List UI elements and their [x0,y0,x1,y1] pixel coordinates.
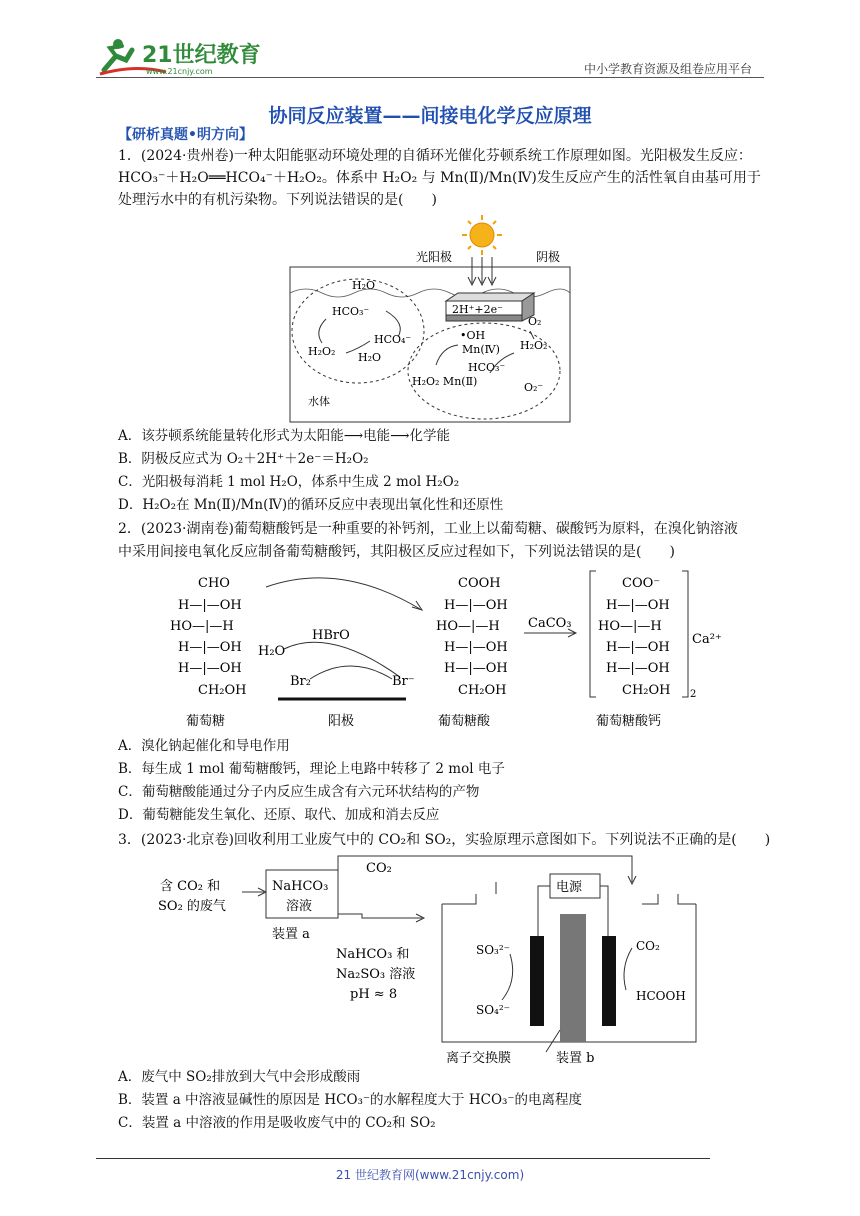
header-divider [96,77,764,78]
hcooh-label: HCOOH [636,989,686,1003]
light-arrows [468,257,496,285]
svg-text:H—|—OH: H—|—OH [444,640,508,655]
q2-option-a: A．溴化钠起催化和导电作用 [118,738,290,754]
cathode-plate [602,936,616,1026]
photoanode-label: 光阳极 [416,250,453,264]
svg-text:CH₂OH: CH₂OH [458,683,507,698]
ca-label: Ca²⁺ [692,632,722,647]
glucose-row2: HO—|—H [170,619,234,634]
box-line2: 溶液 [286,899,313,914]
ion-membrane [560,914,586,1042]
hco3-left: HCO₃⁻ [332,305,370,318]
solution-line1: NaHCO₃ 和 [336,947,410,962]
acid-top: COOH [458,576,501,591]
box-line1: NaHCO₃ [272,879,329,894]
h2o-label: H₂O [258,644,286,659]
q1-option-c: C．光阳极每消耗 1 mol H₂O，体系中生成 2 mol H₂O₂ [118,474,460,490]
site-logo [96,34,266,78]
so4-label: SO₄²⁻ [476,1003,511,1017]
q2-figure [160,567,740,737]
glucose-bottom: CH₂OH [198,683,247,698]
gas-line1: 含 CO₂ 和 [160,879,221,894]
water-label: 水体 [308,395,330,408]
section-label: 【研析真题•明方向】 [118,127,253,143]
caco3-label: CaCO₃ [528,616,572,631]
device-b-label: 装置 b [556,1051,595,1064]
q2-option-d: D．葡萄糖能发生氧化、还原、取代、加成和消去反应 [118,807,440,823]
o2-minus: O₂⁻ [524,381,544,394]
cathode-label: 阴极 [536,250,561,264]
svg-text:H—|—OH: H—|—OH [444,661,508,676]
oh-label: •OH [460,329,486,342]
q2-line1: 2．(2023·湖南卷)葡萄糖酸钙是一种重要的补钙剂，工业上以葡萄糖、碳酸钙为原料，在溴化钠溶液 [118,521,738,537]
label-acid: 葡萄糖酸 [438,714,491,729]
svg-text:H—|—OH: H—|—OH [444,598,508,613]
o2-label: O₂ [528,315,542,328]
h2o2-right: H₂O₂ [520,339,548,352]
sun-icon [462,215,502,255]
glucose-top: CHO [198,576,230,591]
footer-divider [96,1158,710,1159]
solution-line2: Na₂SO₃ 溶液 [336,967,416,982]
salt-top: COO⁻ [622,576,661,591]
cathode-reaction: 2H⁺+2e⁻ [452,303,503,316]
svg-text:CH₂OH: CH₂OH [622,683,671,698]
q1-figure [286,215,576,429]
ph-label: pH ≈ 8 [350,987,398,1002]
svg-text:H—|—OH: H—|—OH [606,661,670,676]
q3-option-c: C．装置 a 中溶液的作用是吸收废气中的 CO₂和 SO₂ [118,1115,436,1131]
q1-line2: HCO₃⁻＋H₂O══HCO₄⁻＋H₂O₂。体系中 H₂O₂ 与 Mn(Ⅱ)/Mn(Ⅳ)发生反应产生的活性氧自由基可用于 [118,170,761,186]
q1-line1: 1．(2024·贵州卷)一种太阳能驱动环境处理的自循环光催化芬顿系统工作原理如图。光阳极发生反应： [118,148,752,164]
footer-text[interactable]: 21 世纪教育网(www.21cnjy.com) [335,1168,525,1182]
svg-text:HO—|—H: HO—|—H [598,619,662,634]
hco4-label: HCO₄⁻ [374,333,412,346]
q1-option-a: A．该芬顿系统能量转化形式为太阳能⟶电能⟶化学能 [118,428,450,444]
glucose-row1: H—|—OH [178,598,242,613]
h2o-left2: H₂O [358,351,382,364]
q2-option-c: C．葡萄糖酸能通过分子内反应生成含有六元环状结构的产物 [118,784,480,800]
br-minus-label: Br⁻ [392,674,415,689]
logo-url: www.21cnjy.com [146,67,213,76]
q2-line2: 中采用间接电氧化反应制备葡萄糖酸钙，其阳极区反应过程如下，下列说法错误的是( ) [118,544,675,560]
br2-label: Br₂ [290,674,311,689]
q3-option-a: A．废气中 SO₂排放到大气中会形成酸雨 [118,1069,361,1085]
q1-option-b: B．阴极反应式为 O₂＋2H⁺＋2e⁻＝H₂O₂ [118,451,369,467]
svg-text:H—|—OH: H—|—OH [606,598,670,613]
so3-label: SO₃²⁻ [476,943,511,957]
header-platform-text: 中小学教育资源及组卷应用平台 [583,62,752,76]
hco3-right: HCO₃⁻ [468,361,506,374]
q2-option-b: B．每生成 1 mol 葡萄糖酸钙，理论上电路中转移了 2 mol 电子 [118,761,505,777]
label-anode: 阳极 [328,714,355,729]
q1-option-d: D．H₂O₂在 Mn(Ⅱ)/Mn(Ⅳ)的循环反应中表现出氧化性和还原性 [118,497,504,513]
co2-right-label: CO₂ [636,939,660,953]
q3-option-b: B．装置 a 中溶液显碱性的原因是 HCO₃⁻的水解程度大于 HCO₃⁻的电离程度 [118,1092,583,1108]
q1-line3: 处理污水中的有机污染物。下列说法错误的是( ) [118,192,437,208]
svg-text:HO—|—H: HO—|—H [436,619,500,634]
h2o2-mn2: H₂O₂ Mn(Ⅱ) [412,375,478,388]
label-glucose: 葡萄糖 [186,714,226,729]
power-label: 电源 [556,880,583,895]
svg-text:2: 2 [690,689,697,700]
h2o-top: H₂O [352,279,376,292]
anode-plate [530,936,544,1026]
label-salt: 葡萄糖酸钙 [596,714,662,729]
h2o2-left: H₂O₂ [308,345,336,358]
co2-top-label: CO₂ [366,861,392,876]
hbro-label: HBrO [312,628,350,643]
svg-text:H—|—OH: H—|—OH [606,640,670,655]
device-a-label: 装置 a [272,927,310,942]
glucose-row4: H—|—OH [178,661,242,676]
q3-figure [150,852,710,1068]
logo-text: 21世纪教育 [142,43,261,68]
q3-line1: 3．(2023·北京卷)回收利用工业废气中的 CO₂和 SO₂，实验原理示意图如下。下列说法不正确的是( ) [118,832,771,848]
gas-line2: SO₂ 的废气 [158,899,226,914]
glucose-row3: H—|—OH [178,640,242,655]
mn4-label: Mn(Ⅳ) [462,343,500,356]
membrane-label: 离子交换膜 [446,1051,512,1064]
page-title: 协同反应装置——间接电化学反应原理 [268,105,592,127]
